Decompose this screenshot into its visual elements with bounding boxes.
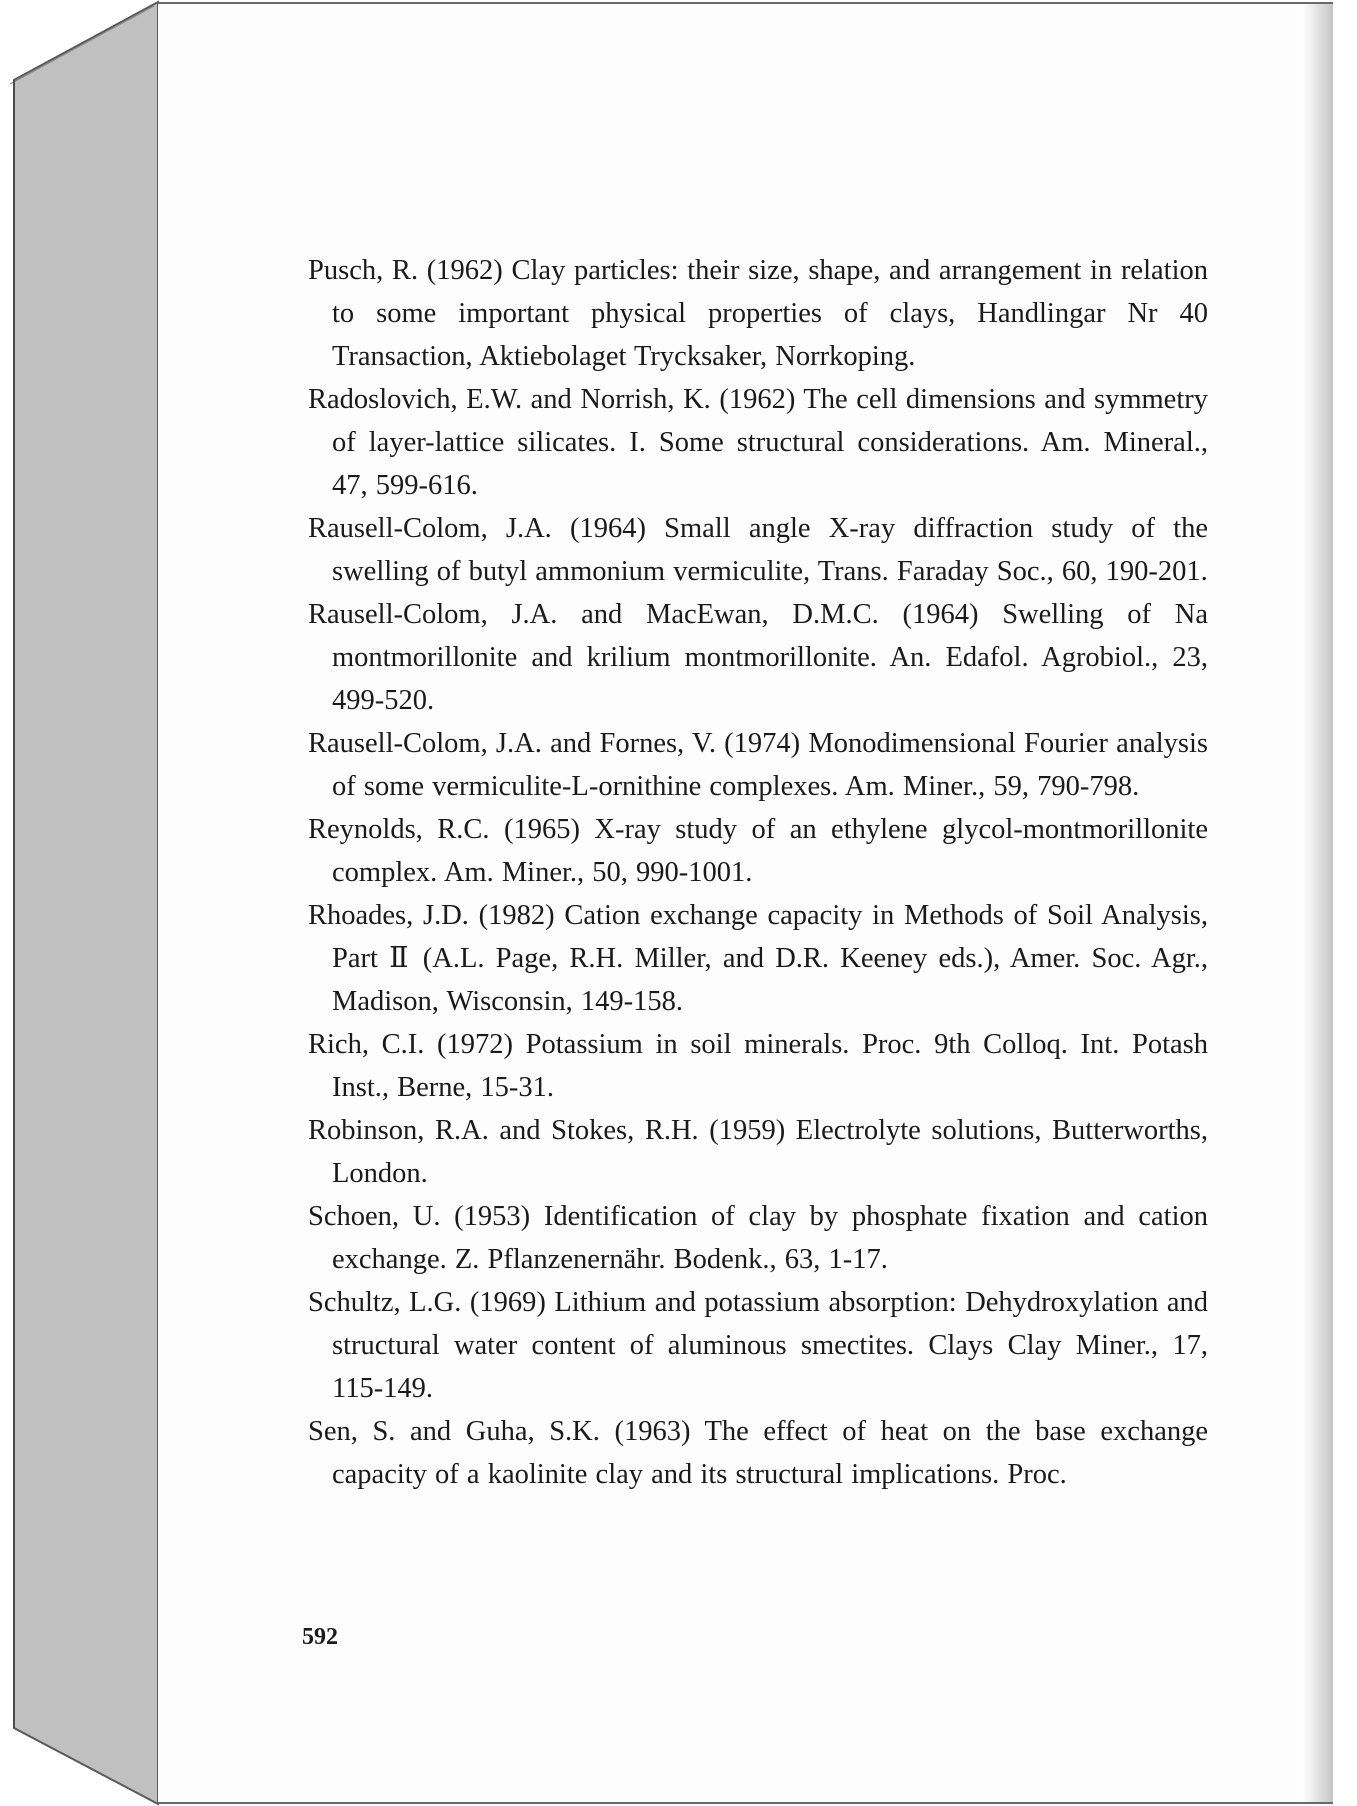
page-edge-shadow — [1303, 4, 1333, 1802]
reference-entry: Sen, S. and Guha, S.K. (1963) The effect of heat on the base exchange capacity of a kaolinite clay and its structural implications. Proc. — [308, 1416, 1208, 1490]
reference-entry: Reynolds, R.C. (1965) X-ray study of an ethylene glycol-montmorillonite complex. Am. Miner., 50, 990-1001. — [308, 814, 1208, 888]
reference-list — [308, 249, 1208, 1496]
reference-entry: Radoslovich, E.W. and Norrish, K. (1962) The cell dimensions and symmetry of layer-lattice silicates. I. Some structural considerations. Am. Mineral., 47, 599-616. — [308, 384, 1208, 501]
reference-entry: Schultz, L.G. (1969) Lithium and potassium absorption: Dehydroxylation and structural water content of aluminous smectites. Clays Clay Miner., 17, 115-149. — [308, 1287, 1208, 1404]
reference-entry: Rausell-Colom, J.A. (1964) Small angle X-ray diffraction study of the swelling of butyl ammonium vermiculite, Trans. Faraday Soc., 60, 190-201. — [308, 513, 1208, 587]
reference-entry: Pusch, R. (1962) Clay particles: their size, shape, and arrangement in relation to some important physical properties of clays, Handlingar Nr 40 Transaction, Aktiebolaget Trycksaker, Norrkoping. — [308, 255, 1208, 372]
reference-entry: Rhoades, J.D. (1982) Cation exchange capacity in Methods of Soil Analysis, Part Ⅱ (A.L. Page, R.H. Miller, and D.R. Keeney eds.), Amer. Soc. Agr., Madison, Wisconsin, 149-158. — [308, 900, 1208, 1017]
reference-entry: Rausell-Colom, J.A. and MacEwan, D.M.C. (1964) Swelling of Na montmorillonite and krilium montmorillonite. An. Edafol. Agrobiol., 23, 499-520. — [308, 599, 1208, 716]
reference-entry: Schoen, U. (1953) Identification of clay by phosphate fixation and cation exchange. Z. Pflanzenernähr. Bodenk., 63, 1-17. — [308, 1201, 1208, 1275]
reference-entry: Rausell-Colom, J.A. and Fornes, V. (1974) Monodimensional Fourier analysis of some vermiculite-L-ornithine complexes. Am. Miner., 59, 790-798. — [308, 728, 1208, 802]
page-number: 592 — [302, 1624, 338, 1650]
document-page — [158, 2, 1333, 1804]
reference-entry: Robinson, R.A. and Stokes, R.H. (1959) Electrolyte solutions, Butterworths, London. — [308, 1115, 1208, 1189]
book-side-face — [14, 2, 158, 1804]
reference-entry: Rich, C.I. (1972) Potassium in soil minerals. Proc. 9th Colloq. Int. Potash Inst., Berne, 15-31. — [308, 1029, 1208, 1103]
